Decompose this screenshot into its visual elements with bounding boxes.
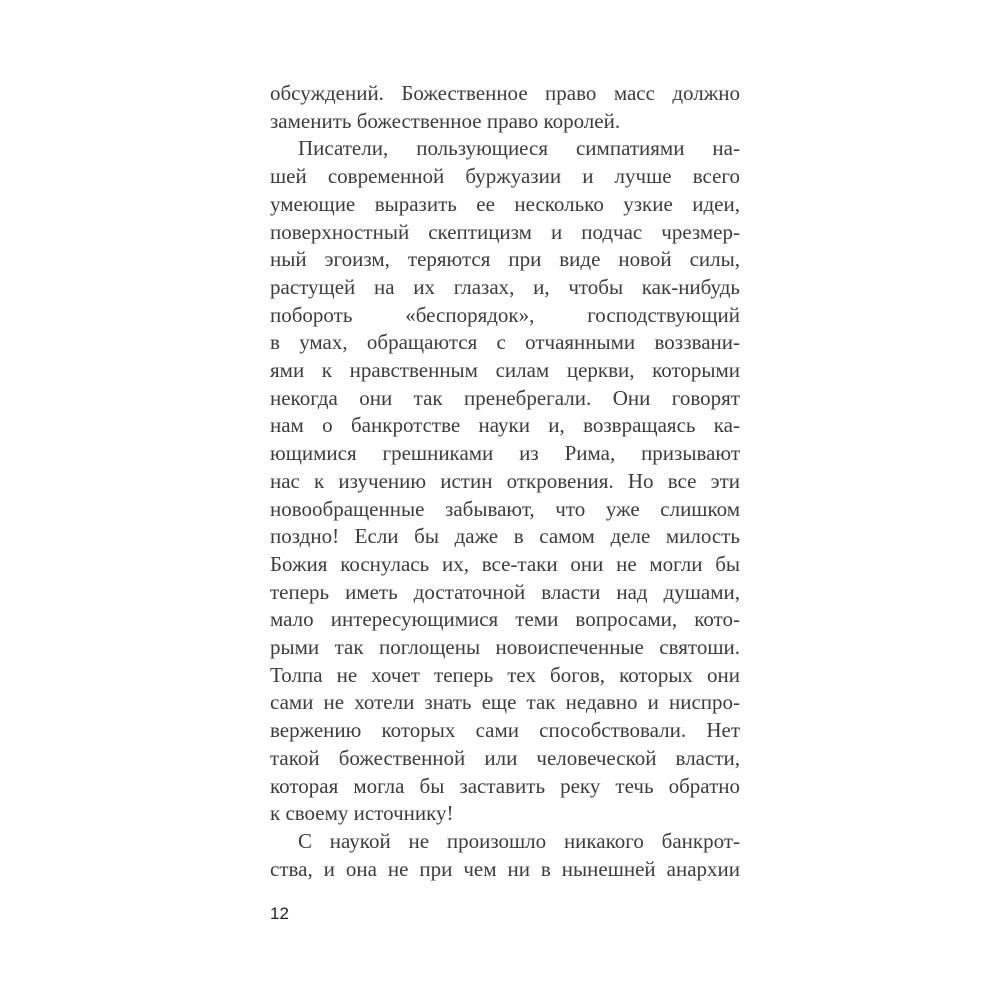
text-line: шей современной буржуазии и лучше всего (270, 164, 740, 189)
text-line: С наукой не произошло никакого банкрот- (298, 828, 740, 853)
text-line: ный эгоизм, теряются при виде новой силы, (270, 247, 740, 272)
text-block (270, 80, 740, 883)
text-line: обсуждений. Божественное право масс должно (270, 81, 740, 105)
text-line: Писатели, пользующиеся симпатиями на- (298, 136, 740, 161)
page-number: 12 (270, 904, 289, 923)
text-line: растущей на их глазах, и, чтобы как-нибудь (270, 274, 740, 299)
text-line: к своему источнику! (270, 801, 454, 826)
text-line: в умах, обращаются с отчаянными воззвани- (270, 330, 740, 355)
text-line: ства, и она не при чем ни в нынешней анархии (270, 856, 740, 881)
text-line: нам о банкротстве науки и, возвращаясь ка- (270, 413, 740, 438)
text-line: мало интересующимися теми вопросами, кото- (270, 607, 740, 632)
text-line: такой божественной или человеческой власти, (270, 745, 740, 770)
text-line: некогда они так пренебрегали. Они говорят (270, 385, 740, 410)
text-line: вержению которых сами способствовали. Нет (270, 718, 740, 743)
text-line: рыми так поглощены новоиспеченные святоши. (270, 635, 740, 660)
text-line: Толпа не хочет теперь тех богов, которых они (270, 662, 740, 687)
text-line: новообращенные забывают, что уже слишком (270, 496, 740, 521)
text-line: которая могла бы заставить реку течь обратно (270, 773, 740, 798)
text-line: Божия коснулась их, все-таки они не могли бы (270, 551, 740, 576)
text-line: теперь иметь достаточной власти над душами, (270, 579, 740, 604)
text-line: поверхностный скептицизм и подчас чрезмер- (270, 219, 740, 244)
text-line: ями к нравственным силам церкви, которыми (270, 358, 740, 383)
text-line: ющимися грешниками из Рима, призывают (270, 441, 740, 466)
text-line: нас к изучению истин откровения. Но все эти (270, 468, 740, 493)
text-line: умеющие выразить ее несколько узкие идеи, (270, 191, 740, 216)
text-line: заменить божественное право королей. (270, 108, 621, 133)
text-line: сами не хотели знать еще так недавно и ниспро- (270, 690, 740, 715)
text-line: побороть «беспорядок», господствующий (270, 302, 740, 327)
text-line: поздно! Если бы даже в самом деле милость (270, 524, 740, 549)
